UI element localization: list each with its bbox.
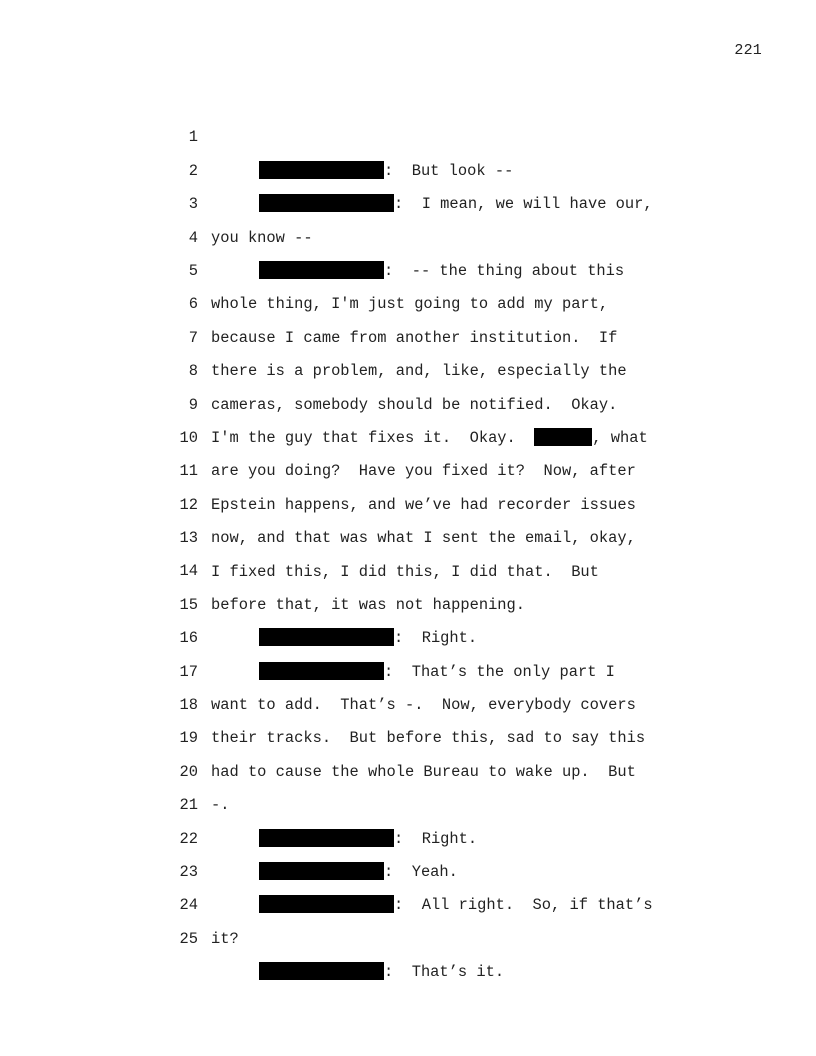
spoken-text: : I mean, we will have our, xyxy=(394,195,653,214)
line-number: 14 xyxy=(179,562,198,581)
spoken-text: : All right. So, if that’s xyxy=(394,896,653,915)
line-text: want to add. That’s -. Now, everybody covers xyxy=(211,696,636,715)
line-number: 2 xyxy=(188,161,198,180)
page-number: 221 xyxy=(734,42,762,59)
line-text: are you doing? Have you fixed it? Now, after xyxy=(211,462,636,481)
line-number: 23 xyxy=(179,863,198,881)
line-text: it? xyxy=(211,929,239,948)
line-text: there is a problem, and, like, especially the xyxy=(211,362,627,381)
spoken-text: , what xyxy=(592,428,648,447)
line-text: now, and that was what I sent the email, okay, xyxy=(211,529,636,548)
line-number: 12 xyxy=(179,495,198,514)
transcript-line xyxy=(0,88,816,180)
line-number: 10 xyxy=(179,428,198,447)
spoken-text: I'm the guy that fixes it. Okay. xyxy=(211,428,535,447)
line-text: -. xyxy=(211,796,230,815)
line-number: 3 xyxy=(188,195,198,214)
spoken-text: : But look -- xyxy=(384,161,514,180)
line-number: 15 xyxy=(179,595,198,614)
spoken-text: : That’s the only part I xyxy=(384,662,615,681)
spoken-text: : Right. xyxy=(394,629,478,648)
line-text: had to cause the whole Bureau to wake up. But xyxy=(211,762,636,781)
line-number: 22 xyxy=(179,829,198,848)
line-text: Epstein happens, and we’ve had recorder issues xyxy=(211,495,636,514)
line-number: 18 xyxy=(179,696,198,715)
spoken-text: : That’s it. xyxy=(384,963,505,982)
transcript-line xyxy=(0,889,816,982)
line-text: cameras, somebody should be notified. Okay. xyxy=(211,395,618,414)
line-number: 19 xyxy=(179,729,198,748)
transcript-body xyxy=(0,88,816,982)
line-number: 5 xyxy=(188,261,198,280)
line-number: 6 xyxy=(188,295,198,314)
line-number: 8 xyxy=(188,362,198,381)
line-text: because I came from another institution. If xyxy=(211,328,618,347)
line-number: 20 xyxy=(179,762,198,781)
line-text: before that, it was not happening. xyxy=(211,595,526,614)
redaction-box xyxy=(259,962,384,980)
line-number: 9 xyxy=(188,395,198,414)
line-number: 17 xyxy=(179,662,198,681)
line-number: 24 xyxy=(179,896,198,915)
line-number: 4 xyxy=(188,228,198,247)
line-number: 1 xyxy=(188,128,198,147)
line-number: 16 xyxy=(179,629,198,648)
line-number: 11 xyxy=(179,462,198,481)
spoken-text: : Yeah. xyxy=(384,863,458,882)
line-text: I fixed this, I did this, I did that. But xyxy=(211,562,599,581)
line-number: 25 xyxy=(179,929,198,948)
line-text: their tracks. But before this, sad to say this xyxy=(211,729,646,748)
speaker-line xyxy=(259,956,504,989)
spoken-text: : -- the thing about this xyxy=(384,261,625,280)
line-text: whole thing, I'm just going to add my part, xyxy=(211,295,609,314)
line-text: you know -- xyxy=(211,228,313,247)
spoken-text: : Right. xyxy=(394,829,478,848)
line-number: 13 xyxy=(179,529,198,548)
line-number: 7 xyxy=(188,328,198,347)
line-number: 21 xyxy=(179,796,198,815)
